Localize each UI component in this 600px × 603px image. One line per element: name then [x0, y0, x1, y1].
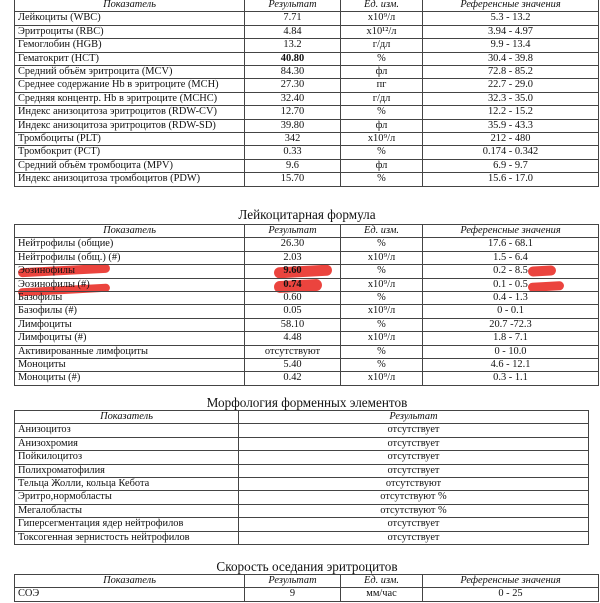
cbc-table: [14, 0, 599, 187]
table-row: [15, 372, 599, 385]
cell-result: 5.40: [245, 359, 341, 372]
cell-reference: 12.2 - 15.2: [423, 106, 599, 119]
table-row: [15, 119, 599, 132]
cell-parameter: Эозинофилы (#): [15, 278, 245, 291]
cell-parameter: Среднее содержание Hb в эритроците (MCH): [15, 79, 245, 92]
cell-reference: 22.7 - 29.0: [423, 79, 599, 92]
cell-unit: г/дл: [341, 92, 423, 105]
cell-reference: 0 - 25: [423, 588, 599, 601]
table-row: [15, 265, 599, 278]
table-row: [15, 238, 599, 251]
table-header-row: [15, 411, 589, 424]
table-row: [15, 332, 599, 345]
table-row: [15, 345, 599, 358]
table-row: [15, 478, 589, 491]
cell-reference: 0 - 0.1: [423, 305, 599, 318]
header-parameter: Показатель: [15, 0, 245, 12]
cell-reference: 20.7 -72.3: [423, 318, 599, 331]
cell-result: 0.60: [245, 292, 341, 305]
table-row: [15, 106, 599, 119]
esr-title: Скорость оседания эритроцитов: [216, 559, 398, 574]
cell-reference: 6.9 - 9.7: [423, 159, 599, 172]
cell-unit: x10⁹/л: [341, 12, 423, 25]
cell-result: отсутствуют: [239, 478, 589, 491]
table-row: [15, 292, 599, 305]
table-row: [15, 531, 589, 544]
cell-parameter: Тельца Жолли, кольца Кебота: [15, 478, 239, 491]
table-row: [15, 424, 589, 437]
table-row: [15, 491, 589, 504]
cell-result: 32.40: [245, 92, 341, 105]
cell-unit: %: [341, 292, 423, 305]
esr-table: [14, 574, 599, 602]
cell-parameter: Анизоцитоз: [15, 424, 239, 437]
cell-parameter: Средняя концентр. Hb в эритроците (MCHC): [15, 92, 245, 105]
cell-unit: x10⁹/л: [341, 372, 423, 385]
cell-parameter: Гиперсегментация ядер нейтрофилов: [15, 518, 239, 531]
cell-unit: x10⁹/л: [341, 332, 423, 345]
cell-unit: x10¹²/л: [341, 25, 423, 38]
table-row: [15, 25, 599, 38]
cell-unit: x10⁹/л: [341, 305, 423, 318]
cell-parameter: Гематокрит (HCT): [15, 52, 245, 65]
cell-result: 12.70: [245, 106, 341, 119]
cell-result: 2.03: [245, 251, 341, 264]
cell-result: отсутствуют: [245, 345, 341, 358]
cell-result: отсутствует: [239, 437, 589, 450]
cell-result: отсутствует: [239, 424, 589, 437]
table-row: [15, 318, 599, 331]
leukocyte-table-body: [15, 238, 599, 385]
header-reference: Референсные значения: [423, 0, 599, 12]
table-row: [15, 305, 599, 318]
cell-reference: 0.2 - 8.5: [423, 265, 599, 278]
cell-reference: 9.9 - 13.4: [423, 39, 599, 52]
table-row: [15, 79, 599, 92]
cell-unit: x10⁹/л: [341, 278, 423, 291]
cell-parameter: Нейтрофилы (общие): [15, 238, 245, 251]
cell-parameter: Тромбоциты (PLT): [15, 133, 245, 146]
cell-result: отсутствуют %: [239, 504, 589, 517]
cell-result: 26.30: [245, 238, 341, 251]
cell-parameter: Индекс анизоцитоза эритроцитов (RDW-CV): [15, 106, 245, 119]
cbc-table-body: [15, 12, 599, 186]
header-unit: Ед. изм.: [341, 225, 423, 238]
cell-result: 4.48: [245, 332, 341, 345]
table-row: [15, 173, 599, 186]
cell-result: 7.71: [245, 12, 341, 25]
leukocyte-formula-title: Лейкоцитарная формула: [238, 207, 376, 222]
header-unit: Ед. изм.: [341, 0, 423, 12]
cell-parameter: Индекс анизоцитоза тромбоцитов (PDW): [15, 173, 245, 186]
cell-unit: фл: [341, 159, 423, 172]
cell-result: отсутствует: [239, 518, 589, 531]
cell-unit: %: [341, 173, 423, 186]
cell-parameter: Лейкоциты (WBC): [15, 12, 245, 25]
cell-unit: пг: [341, 79, 423, 92]
cell-unit: фл: [341, 119, 423, 132]
cell-result: 0.74: [245, 278, 341, 291]
table-row: [15, 146, 599, 159]
cell-reference: 72.8 - 85.2: [423, 66, 599, 79]
cell-result: 40.80: [245, 52, 341, 65]
cell-parameter: Мегалобласты: [15, 504, 239, 517]
cell-result: 0.05: [245, 305, 341, 318]
cell-result: 9.6: [245, 159, 341, 172]
cell-reference: 0.3 - 1.1: [423, 372, 599, 385]
cell-result: 84.30: [245, 66, 341, 79]
header-result: Результат: [245, 225, 341, 238]
cell-parameter: Гемоглобин (HGB): [15, 39, 245, 52]
cell-result: 342: [245, 133, 341, 146]
cell-parameter: Средний объём тромбоцита (MPV): [15, 159, 245, 172]
cell-parameter: СОЭ: [15, 588, 245, 601]
header-result: Результат: [245, 575, 341, 588]
morphology-title: Морфология форменных элементов: [206, 395, 408, 410]
cell-result: 15.70: [245, 173, 341, 186]
cell-reference: 32.3 - 35.0: [423, 92, 599, 105]
header-unit: Ед. изм.: [341, 575, 423, 588]
cell-result: отсутствует: [239, 531, 589, 544]
cell-unit: %: [341, 238, 423, 251]
cell-result: 0.42: [245, 372, 341, 385]
table-row: [15, 278, 599, 291]
esr-table-body: [15, 588, 599, 601]
cell-parameter: Средний объём эритроцита (MCV): [15, 66, 245, 79]
cell-result: 9: [245, 588, 341, 601]
cell-reference: 3.94 - 4.97: [423, 25, 599, 38]
cell-parameter: Эритроциты (RBC): [15, 25, 245, 38]
cell-result: 4.84: [245, 25, 341, 38]
cell-reference: 4.6 - 12.1: [423, 359, 599, 372]
header-result: Результат: [245, 0, 341, 12]
cell-unit: %: [341, 106, 423, 119]
cell-parameter: Эритро,нормобласты: [15, 491, 239, 504]
cell-result: 27.30: [245, 79, 341, 92]
morphology-table: [14, 410, 589, 545]
cell-parameter: Моноциты (#): [15, 372, 245, 385]
cell-unit: фл: [341, 66, 423, 79]
cell-result: отсутствуют %: [239, 491, 589, 504]
cell-parameter: Базофилы: [15, 292, 245, 305]
cell-reference: 212 - 480: [423, 133, 599, 146]
cell-result: 58.10: [245, 318, 341, 331]
cell-parameter: Лимфоциты (#): [15, 332, 245, 345]
cell-reference: 17.6 - 68.1: [423, 238, 599, 251]
cell-reference: 30.4 - 39.8: [423, 52, 599, 65]
cell-parameter: Активированные лимфоциты: [15, 345, 245, 358]
cell-unit: %: [341, 265, 423, 278]
cell-reference: 0 - 10.0: [423, 345, 599, 358]
cell-reference: 1.8 - 7.1: [423, 332, 599, 345]
cell-parameter: Тромбокрит (PCT): [15, 146, 245, 159]
cell-parameter: Анизохромия: [15, 437, 239, 450]
cell-unit: %: [341, 318, 423, 331]
table-row: [15, 133, 599, 146]
cell-unit: %: [341, 345, 423, 358]
cell-reference: 35.9 - 43.3: [423, 119, 599, 132]
header-result: Результат: [239, 411, 589, 424]
cell-parameter: Пойкилоцитоз: [15, 451, 239, 464]
cell-reference: 0.4 - 1.3: [423, 292, 599, 305]
morphology-table-body: [15, 424, 589, 545]
cell-unit: %: [341, 52, 423, 65]
cell-unit: %: [341, 359, 423, 372]
cell-unit: %: [341, 146, 423, 159]
table-header-row: [15, 575, 599, 588]
cell-result: 13.2: [245, 39, 341, 52]
cell-parameter: Эозинофилы: [15, 265, 245, 278]
cell-parameter: Базофилы (#): [15, 305, 245, 318]
table-header-row: [15, 0, 599, 12]
cell-reference: 15.6 - 17.0: [423, 173, 599, 186]
table-row: [15, 437, 589, 450]
table-row: [15, 66, 599, 79]
table-row: [15, 159, 599, 172]
table-row: [15, 12, 599, 25]
table-row: [15, 359, 599, 372]
leukocyte-table: [14, 224, 599, 386]
cell-result: 0.33: [245, 146, 341, 159]
table-row: [15, 451, 589, 464]
cell-parameter: Индекс анизоцитоза эритроцитов (RDW-SD): [15, 119, 245, 132]
cell-parameter: Полихроматофилия: [15, 464, 239, 477]
cell-parameter: Лимфоциты: [15, 318, 245, 331]
table-row: [15, 39, 599, 52]
cell-parameter: Моноциты: [15, 359, 245, 372]
table-row: [15, 464, 589, 477]
cell-unit: x10⁹/л: [341, 251, 423, 264]
cell-unit: мм/час: [341, 588, 423, 601]
header-parameter: Показатель: [15, 575, 245, 588]
header-parameter: Показатель: [15, 411, 239, 424]
cell-result: отсутствует: [239, 464, 589, 477]
table-row: [15, 588, 599, 601]
cell-unit: x10⁹/л: [341, 133, 423, 146]
cell-parameter: Токсогенная зернистость нейтрофилов: [15, 531, 239, 544]
header-reference: Референсные значения: [423, 225, 599, 238]
header-parameter: Показатель: [15, 225, 245, 238]
table-header-row: [15, 225, 599, 238]
table-row: [15, 251, 599, 264]
cell-result: отсутствует: [239, 451, 589, 464]
cell-unit: г/дл: [341, 39, 423, 52]
cell-result: 9.60: [245, 265, 341, 278]
table-row: [15, 518, 589, 531]
header-reference: Референсные значения: [423, 575, 599, 588]
cell-parameter: Нейтрофилы (общ.) (#): [15, 251, 245, 264]
table-row: [15, 504, 589, 517]
cell-reference: 0.174 - 0.342: [423, 146, 599, 159]
table-row: [15, 52, 599, 65]
cell-result: 39.80: [245, 119, 341, 132]
cell-reference: 0.1 - 0.5: [423, 278, 599, 291]
cell-reference: 1.5 - 6.4: [423, 251, 599, 264]
cell-reference: 5.3 - 13.2: [423, 12, 599, 25]
table-row: [15, 92, 599, 105]
